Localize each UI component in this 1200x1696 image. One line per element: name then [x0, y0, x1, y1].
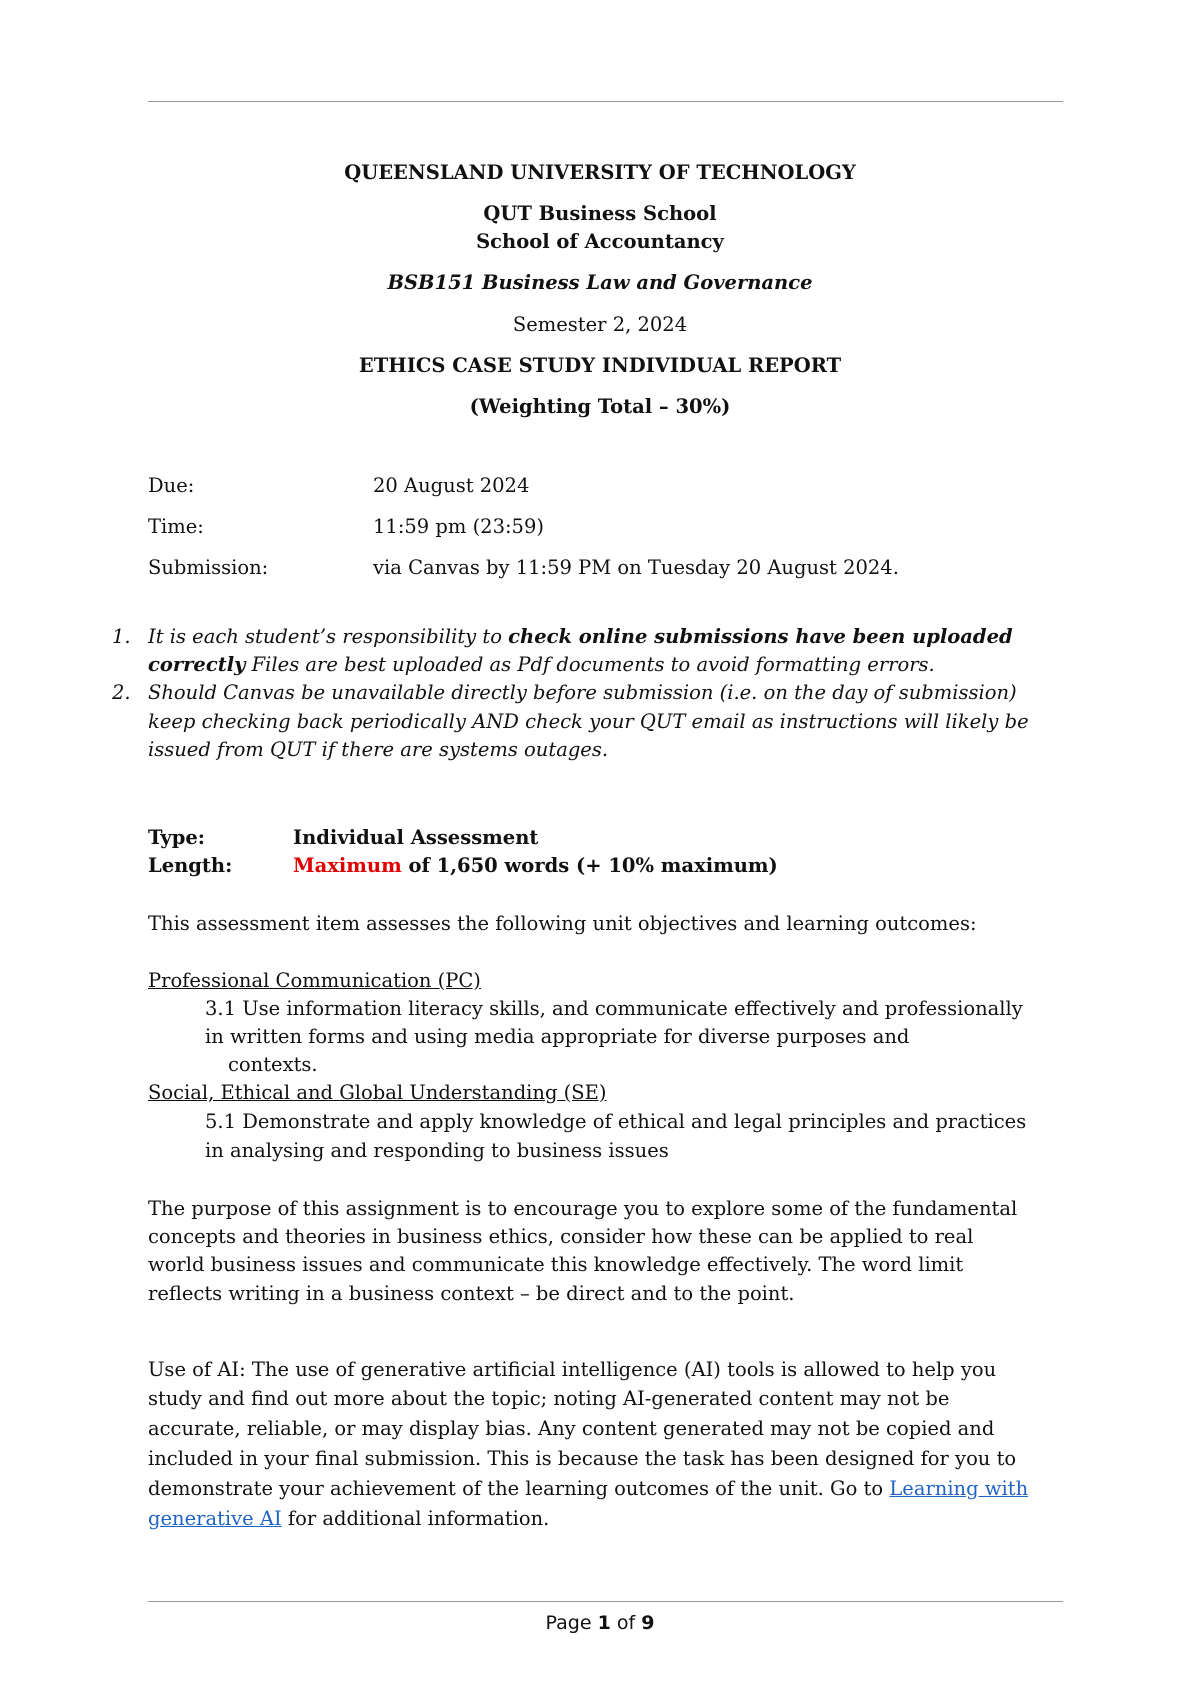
length-label: Length: — [148, 854, 233, 877]
current-page: 1 — [597, 1612, 611, 1634]
note-1-line-2 — [148, 651, 935, 679]
page-number — [0, 1608, 1200, 1638]
ai-line-4: included in your final submission. This is because the task has been designed for you to — [148, 1447, 1017, 1470]
ai-line-1: Use of AI: The use of generative artificial intelligence (AI) tools is allowed to help you — [148, 1358, 997, 1381]
unit-title: BSB151 Business Law and Governance — [387, 271, 813, 294]
pc-outcome-line-2: in written forms and using media appropriate for diverse purposes and — [205, 1025, 910, 1048]
note-1-text: It is each student’s responsibility to — [148, 625, 509, 648]
note-1-emphasis-end: correctly — [148, 653, 246, 676]
ai-line-3: accurate, reliable, or may display bias. Any content generated may not be copied and — [148, 1417, 995, 1440]
footer-rule — [148, 1601, 1063, 1602]
length-words: of 1,650 words (+ 10% maximum) — [401, 854, 778, 877]
report-title: ETHICS CASE STUDY INDIVIDUAL REPORT — [358, 354, 842, 377]
pc-outcome-line-1: 3.1 Use information literacy skills, and communicate effectively and professionally — [205, 997, 1023, 1020]
se-outcome-line-1: 5.1 Demonstrate and apply knowledge of ethical and legal principles and practices — [205, 1110, 1027, 1133]
pc-outcome-line-3: contexts. — [228, 1053, 318, 1076]
se-outcome-line-2: in analysing and responding to business issues — [205, 1139, 669, 1162]
time-label: Time: — [148, 515, 204, 538]
time-value: 11:59 pm (23:59) — [373, 515, 544, 538]
ai-line-5-text: demonstrate your achievement of the learning outcomes of the unit. Go to — [148, 1477, 890, 1500]
objectives-intro: This assessment item assesses the following unit objectives and learning outcomes: — [148, 912, 977, 935]
submission-value: via Canvas by 11:59 PM on Tuesday 20 August 2024. — [373, 556, 899, 579]
due-label: Due: — [148, 474, 195, 497]
learning-with-ai-link[interactable]: Learning with — [889, 1477, 1029, 1500]
semester: Semester 2, 2024 — [512, 313, 688, 336]
header-rule — [148, 101, 1063, 102]
ai-line-2: study and find out more about the topic; noting AI-generated content may not be — [148, 1387, 950, 1410]
purpose-line-4: reflects writing in a business context – be direct and to the point. — [148, 1282, 795, 1305]
type-value: Individual Assessment — [293, 826, 539, 849]
weighting: (Weighting Total – 30%) — [469, 395, 731, 418]
total-pages: 9 — [641, 1612, 655, 1634]
length-maximum: Maximum — [293, 854, 402, 877]
type-label: Type: — [148, 826, 205, 849]
note-1-number: 1. — [112, 625, 131, 648]
note-1-text-end: Files are best uploaded as Pdf documents to avoid formatting errors. — [245, 653, 935, 676]
purpose-line-3: world business issues and communicate this knowledge effectively. The word limit — [148, 1253, 964, 1276]
note-2-line-2: keep checking back periodically AND check your QUT email as instructions will likely be — [148, 710, 1029, 733]
page-word: Page — [545, 1612, 598, 1634]
ai-line-6 — [148, 1505, 549, 1533]
purpose-line-2: concepts and theories in business ethics, consider how these can be applied to real — [148, 1225, 974, 1248]
purpose-line-1: The purpose of this assignment is to encourage you to explore some of the fundamental — [148, 1197, 1018, 1220]
of-word: of — [610, 1612, 642, 1634]
length-value — [293, 852, 778, 880]
ai-line-5 — [148, 1475, 1028, 1503]
note-2-number: 2. — [112, 681, 131, 704]
university-name: QUEENSLAND UNIVERSITY OF TECHNOLOGY — [344, 161, 856, 184]
generative-ai-link[interactable]: generative AI — [148, 1507, 282, 1530]
school-name: QUT Business School — [483, 202, 717, 225]
due-value: 20 August 2024 — [373, 474, 530, 497]
note-1-line-1 — [148, 623, 1013, 651]
ai-line-6-text: for additional information. — [281, 1507, 550, 1530]
note-2-line-3: issued from QUT if there are systems outages. — [148, 738, 609, 761]
se-heading: Social, Ethical and Global Understanding (SE) — [148, 1081, 607, 1104]
pc-heading: Professional Communication (PC) — [148, 969, 481, 992]
note-1-emphasis: check online submissions have been uploaded — [508, 625, 1013, 648]
department-name: School of Accountancy — [476, 230, 724, 253]
note-2-line-1: Should Canvas be unavailable directly before submission (i.e. on the day of submission) — [148, 681, 1017, 704]
submission-label: Submission: — [148, 556, 269, 579]
